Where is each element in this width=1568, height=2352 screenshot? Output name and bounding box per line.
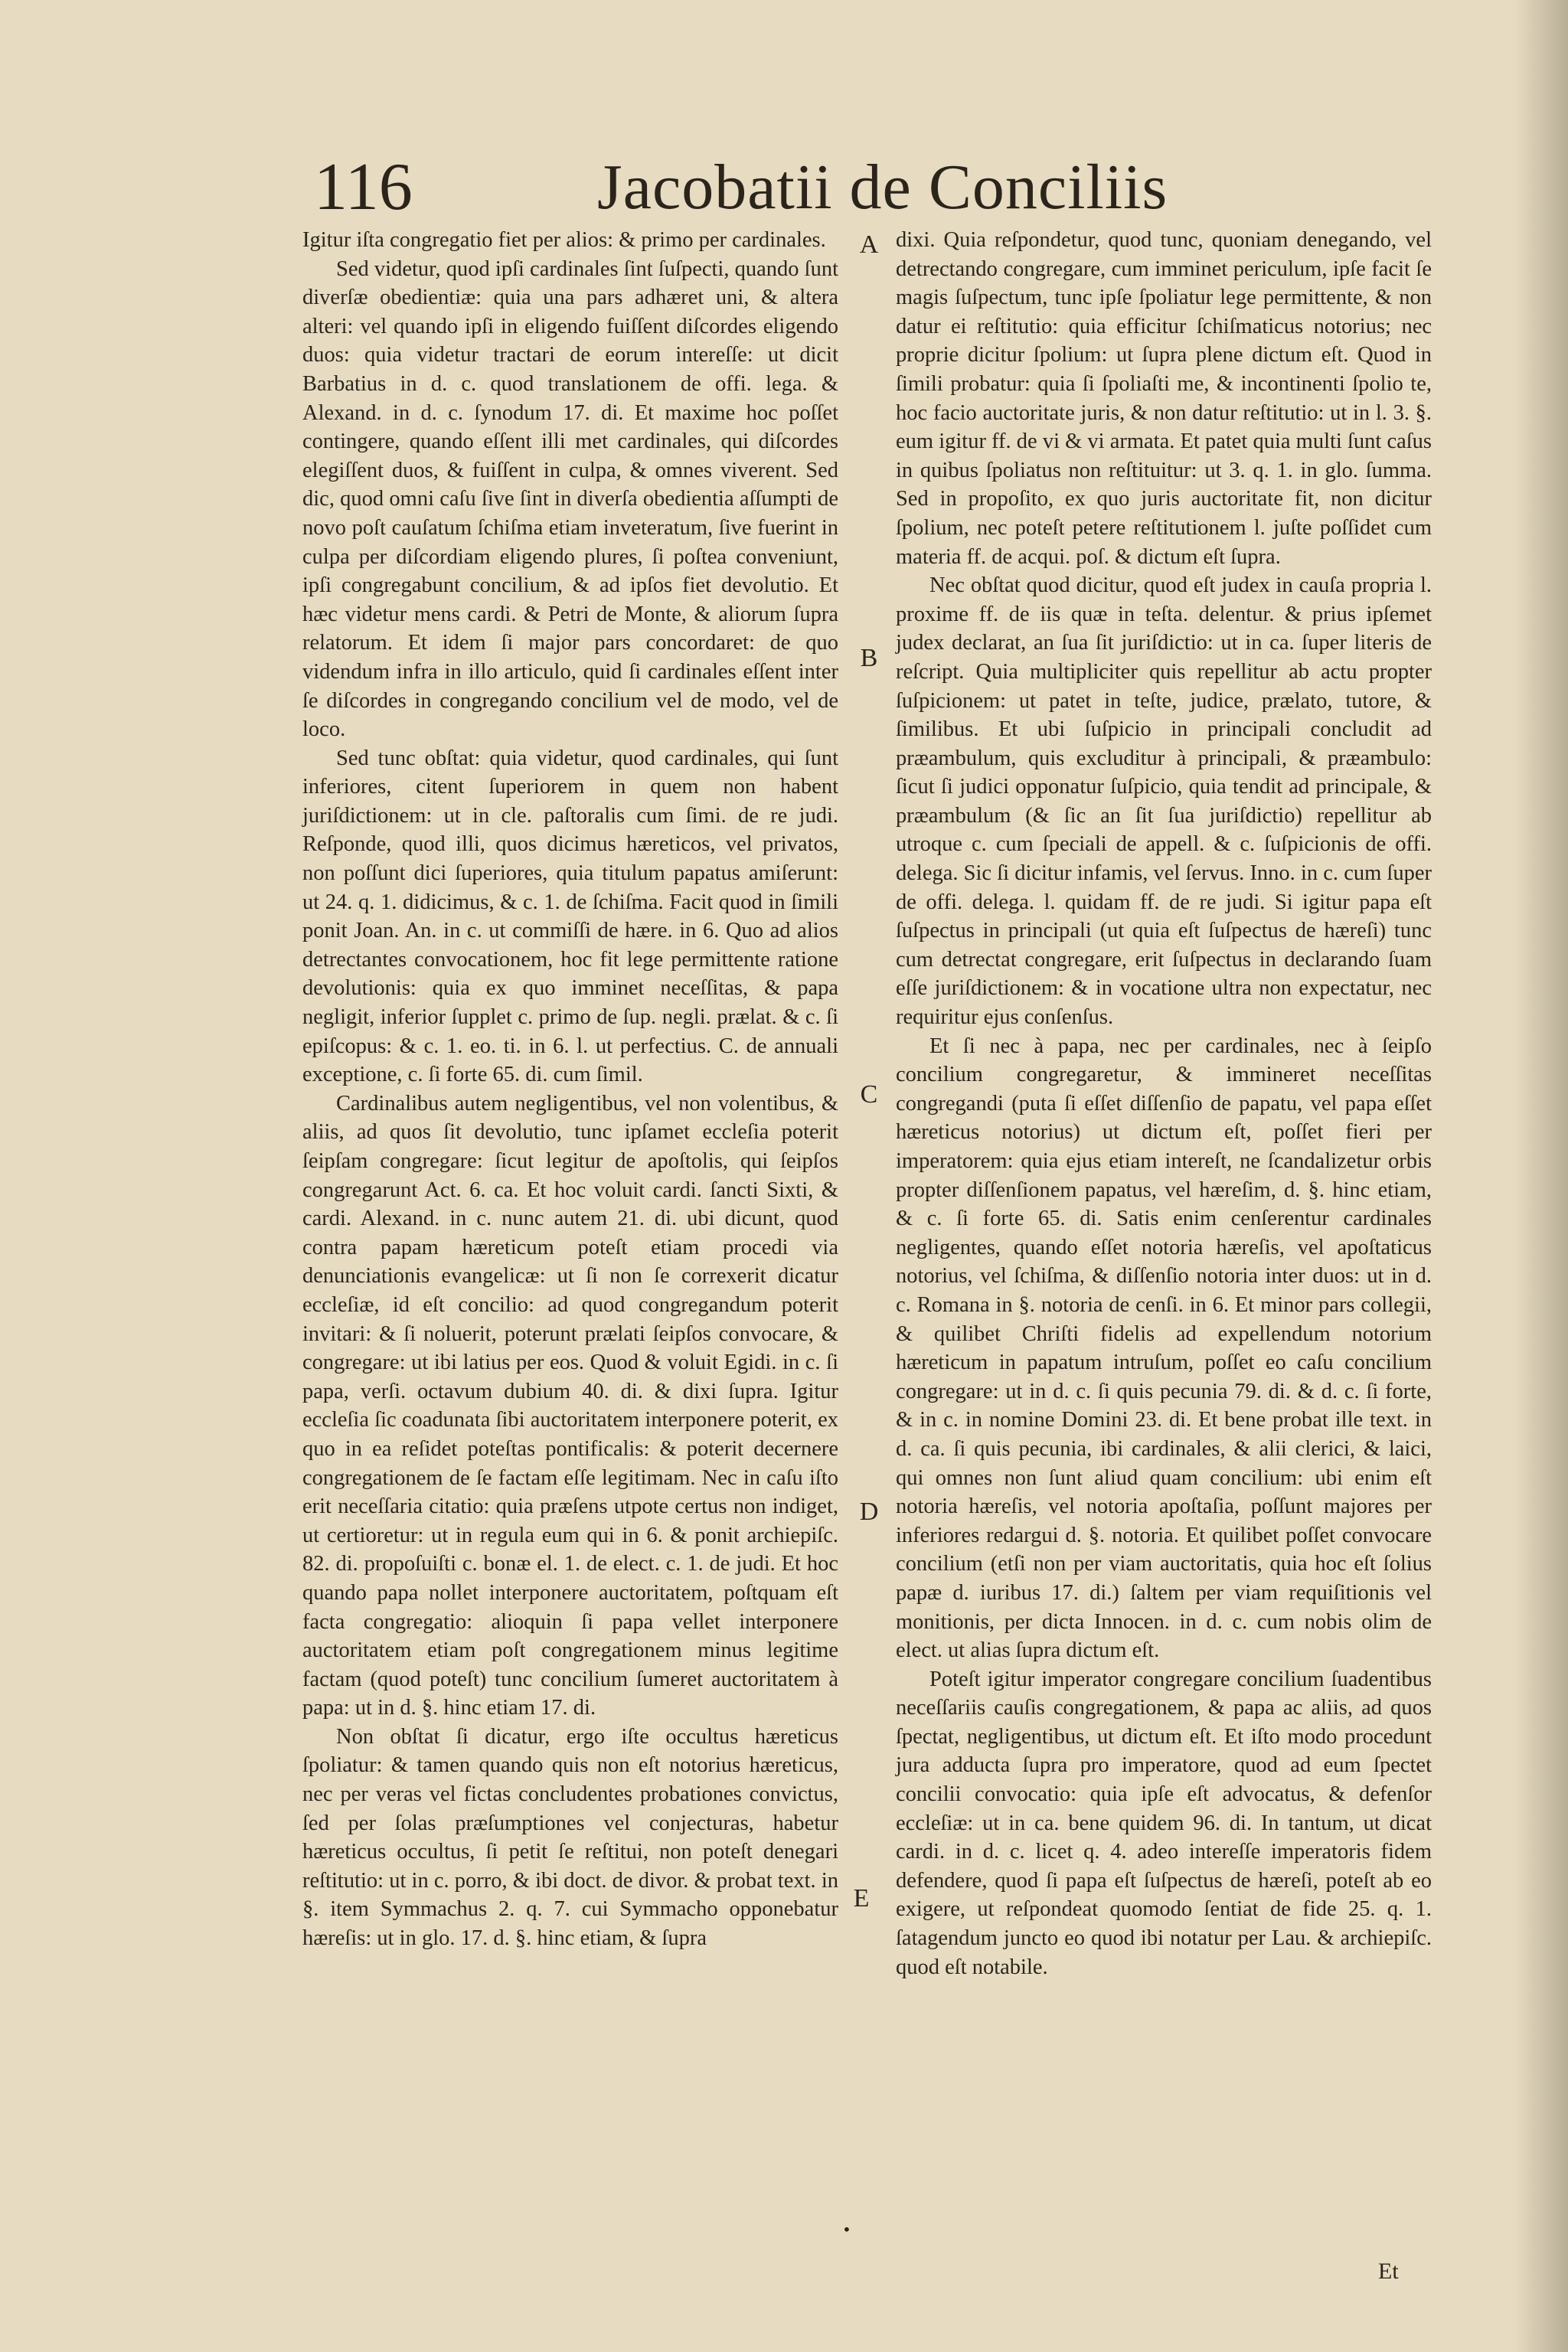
paragraph: Igitur iſta congregatio fiet per alios: & primo per cardinales. — [302, 228, 826, 252]
right-column — [896, 226, 1432, 1981]
margin-letter-e: E — [853, 1884, 870, 1913]
paragraph: Sed tunc obſtat: quia videtur, quod cardinales, qui ſunt inferiores, citent ſuperiorem in quem non habent juriſdictionem: ut in cle. paſtoralis cum ſimi. de re judi. Reſponde, quod illi, quos dicimus hæreticos, vel privatos, non poſſunt dici ſuperiores, quia titulum papatus amiſerunt: ut 24. q. 1. didicimus, & c. 1. de ſchiſma. Facit quod in ſimili ponit Joan. An. in c. ut commiſſi de hære. in 6. Quo ad alios detrectantes convocationem, hoc fit lege permittente ratione devolutionis: quia ex quo imminet neceſſitas, & papa negligit, inferior ſupplet c. primo de ſup. negli. prælat. & c. ſi epiſcopus: & c. 1. eo. ti. in 6. l. ut perfectius. C. de annuali exceptione, c. ſi forte 65. di. cum ſimil. — [302, 746, 838, 1087]
page-gutter-shadow — [1514, 0, 1568, 2352]
left-column — [302, 226, 838, 1953]
ornament-dot: • — [842, 2220, 851, 2239]
page-number: 116 — [314, 150, 413, 224]
page-title: Jacobatii de Conciliis — [597, 152, 1168, 223]
paragraph: Poteſt igitur imperator congregare concilium ſuadentibus neceſſariis cauſis congregationem, & papa ac aliis, ad quos ſpectat, negligentibus, ut dictum eſt. Et iſto modo procedunt jura adducta ſupra pro imperatore, quod ad eum ſpectet concilii convocatio: quia ipſe eſt advocatus, & defenſor eccleſiæ: ut in ca. bene quidem 96. di. In tantum, ut dicat cardi. in d. c. licet q. 4. adeo intereſſe imperatoris fidem defendere, quod ſi papa eſt ſuſpectus de hæreſi, poteſt ab eo exigere, ut reſpondeat quomodo ſentiat de fide 25. q. 1. ſatagendum juncto eo quod ibi notatur per Lau. & archiepiſc. quod eſt notabile. — [896, 1667, 1432, 1979]
margin-letter-b: B — [860, 644, 878, 672]
paragraph: Et ſi nec à papa, nec per cardinales, nec à ſeipſo concilium congregaretur, & immineret neceſſitas congregandi (puta ſi eſſet diſſenſio de papatu, vel papa eſſet hæreticus notorius) ut dictum eſt, poſſet fieri per imperatorem: quia ejus etiam intereſt, ne ſcandalizetur orbis propter diſſenſionem papatus, vel hæreſim, d. §. hinc etiam, & c. ſi forte 65. di. Satis enim cenſerentur cardinales negligentes, quando eſſet notoria hæreſis, vel apoſtaticus notorius, vel ſchiſma, & diſſenſio notoria inter duos: ut in d. c. Romana in §. notoria de cenſi. in 6. Et minor pars collegii, & quilibet Chriſti fidelis ad expellendum notorium hæreticum in papatum intruſum, poſſet eo caſu concilium congregare: ut in d. c. ſi quis pecunia 79. di. & d. c. ſi forte, & in c. in nomine Domini 23. di. Et bene probat ille text. in d. ca. ſi quis pecunia, ibi cardinales, & alii clerici, & laici, qui omnes non ſunt aliud quam concilium: ubi enim eſt notoria hæreſis, vel notoria apoſtaſia, poſſunt majores per inferiores redargui d. §. notoria. Et quilibet poſſet convocare concilium (etſi non per viam auctoritatis, quia hoc eſt ſolius papæ d. iuribus 17. di.) ſaltem per viam requiſitionis vel monitionis, per dicta Innocen. in d. c. cum nobis olim de elect. ut alias ſupra dictum eſt. — [896, 1034, 1432, 1663]
paragraph: Sed videtur, quod ipſi cardinales ſint ſuſpecti, quando ſunt diverſæ obedientiæ: quia una pars adhæret uni, & altera alteri: vel quando ipſi in eligendo fuiſſent diſcordes eligendo duos: quia videtur tractari de eorum intereſſe: ut dicit Barbatius in d. c. quod translationem de offi. lega. & Alexand. in d. c. ſynodum 17. di. Et maxime hoc poſſet contingere, quando eſſent illi met cardinales, qui diſcordes elegiſſent duos, & fuiſſent in culpa, & omnes viverent. Sed dic, quod omni caſu ſive ſint in diverſa obedientia aſſumpti de novo poſt cauſatum ſchiſma etiam inveteratum, ſive fuerint in culpa per diſcordiam eligendo plures, ſi poſtea conveniunt, ipſi congregabunt concilium, & ad ipſos fiet devolutio. Et hæc videtur mens cardi. & Petri de Monte, & aliorum ſupra relatorum. Et idem ſi major pars concordaret: de quo videndum infra in illo articulo, quid ſi cardinales eſſent inter ſe diſcordes in congregando concilium vel de modo, vel de loco. — [302, 256, 838, 742]
catchword: Et — [1378, 2259, 1399, 2284]
margin-letter-d: D — [859, 1498, 879, 1526]
margin-letter-a: A — [859, 230, 879, 259]
paragraph: dixi. Quia reſpondetur, quod tunc, quoniam denegando, vel detrectando congregare, cum imminet periculum, ipſe facit ſe magis ſuſpectum, tunc ipſe ſpoliatur lege permittente, & non datur ei reſtitutio: quia efficitur ſchiſmaticus notorius; nec proprie dicitur ſpolium: ut ſupra plene dictum eſt. Quod in ſimili probatur: quia ſi ſpoliaſti me, & incontinenti ſpolio te, hoc facio auctoritate juris, & non datur reſtitutio: ut in l. 3. §. eum igitur ff. de vi & vi armata. Et patet quia multi ſunt caſus in quibus ſpoliatus non reſtituitur: ut 3. q. 1. in glo. ſumma. Sed in propoſito, ex quo juris auctoritate fit, non dicitur ſpolium, nec poteſt petere reſtitutionem l. juſte poſſidet cum materia ff. de acqui. poſ. & dictum eſt ſupra. — [896, 228, 1432, 569]
margin-letter-c: C — [860, 1080, 878, 1109]
running-header — [314, 142, 1279, 234]
paragraph: Nec obſtat quod dicitur, quod eſt judex in cauſa propria l. proxime ff. de iis quæ in teſta. delentur. & prius ipſemet judex declarat, an ſua ſit juriſdictio: ut in ca. ſuper literis de reſcript. Quia multipliciter quis repellitur ab actu propter ſuſpicionem: ut patet in teſte, judice, prælato, tutore, & ſimilibus. Et ubi ſuſpicio in principali concludit ad præambulum, quis excluditur à principali, & præambulo: ſicut ſi judici opponatur ſuſpicio, quia tendit ad principale, & præambulum (& ſic an ſit ſua juriſdictio) repellitur ab utroque c. cum ſpeciali de appell. & c. ſuſpicionis de offi. delega. Sic ſi dicitur infamis, vel ſervus. Inno. in c. cum ſuper de offi. delega. l. quidam ff. de re judi. Si igitur papa eſt ſuſpectus in principali (ut quia eſt ſuſpectus de hæreſi) tunc cum detrectat congregare, erit ſuſpectus in declarando ſuam eſſe juriſdictionem: & in vocatione ultra non expectatur, nec requiritur ejus conſenſus. — [896, 573, 1432, 1030]
paragraph: Cardinalibus autem negligentibus, vel non volentibus, & aliis, ad quos ſit devolutio, tunc ipſamet eccleſia poterit ſeipſam congregare: ſicut legitur de apoſtolis, qui ſeipſos congregarunt Act. 6. ca. Et hoc voluit cardi. ſancti Sixti, & cardi. Alexand. in c. nunc autem 21. di. ubi dicunt, quod contra papam hæreticum poteſt etiam procedi via denunciationis evangelicæ: ut ſi non ſe correxerit dicatur eccleſiæ, id eſt concilio: ad quod congregandum poterit invitari: & ſi noluerit, poterunt prælati ſeipſos convocare, & congregare: ut ibi latius per eos. Quod & voluit Egidi. in c. ſi papa, verſi. octavum dubium 40. di. & dixi ſupra. Igitur eccleſia ſic coadunata ſibi auctoritatem interponere poterit, ex quo in ea reſidet poteſtas pontificalis: & poterit decernere congregationem de ſe factam eſſe legitimam. Nec in caſu iſto erit neceſſaria citatio: quia præſens utpote certus non indiget, ut certioretur: ut in regula eum qui in 6. & ponit archiepiſc. 82. di. propoſuiſti c. bonæ el. 1. de elect. c. 1. de judi. Et hoc quando papa nollet interponere auctoritatem, poſtquam eſt facta congregatio: alioquin ſi papa vellet interponere auctoritatem etiam poſt congregationem minus legitime factam (quod poteſt) tunc concilium ſumeret auctoritatem à papa: ut in d. §. hinc etiam 17. di. — [302, 1091, 838, 1720]
paragraph: Non obſtat ſi dicatur, ergo iſte occultus hæreticus ſpoliatur: & tamen quando quis non eſt notorius hæreticus, nec per veras vel fictas concludentes probationes convictus, ſed per ſolas præſumptiones vel conjecturas, habetur hæreticus occultus, ſi petit ſe reſtitui, non poteſt denegari reſtitutio: ut in c. porro, & ibi doct. de divor. & probat text. in §. item Symmachus 2. q. 7. cui Symmacho opponebatur hæreſis: ut in glo. 17. d. §. hinc etiam, & ſupra — [302, 1724, 838, 1951]
